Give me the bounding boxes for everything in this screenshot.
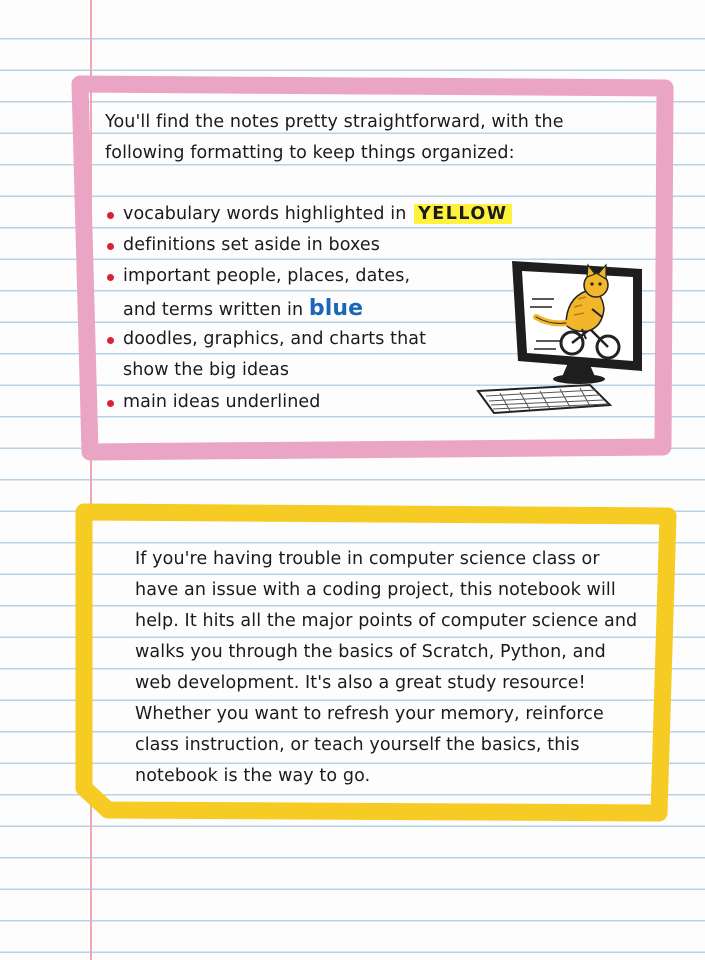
bullet-dot (107, 274, 114, 281)
description-line-1: If you're having trouble in computer science class or (135, 549, 600, 569)
bullet-vocabulary-text: vocabulary words highlighted in (123, 204, 407, 224)
description-line-3: help. It hits all the major points of computer science and (135, 611, 638, 631)
computer-cat-illustration (470, 255, 650, 425)
description-line-7: class instruction, or teach yourself the basics, this (135, 735, 580, 755)
bullet-vocabulary (123, 204, 512, 224)
intro-line-1: You'll find the notes pretty straightforward, with the (105, 112, 564, 132)
description-line-4: walks you through the basics of Scratch, Python, and (135, 642, 606, 662)
bullet-definitions: definitions set aside in boxes (123, 235, 380, 255)
bullet-dot (107, 337, 114, 344)
bullet-doodles-line-2: show the big ideas (123, 360, 290, 380)
bullet-dot (107, 400, 114, 407)
bullet-dot (107, 243, 114, 250)
bullet-important-text: and terms written in (123, 300, 304, 320)
description-line-8: notebook is the way to go. (135, 766, 371, 786)
description-line-2: have an issue with a coding project, this notebook will (135, 580, 616, 600)
blue-term-word: blue (308, 296, 364, 321)
bullet-dot (107, 212, 114, 219)
bullet-doodles-line-1: doodles, graphics, and charts that (123, 329, 427, 349)
bullet-important-line-2 (123, 296, 363, 321)
bullet-main-ideas: main ideas underlined (123, 392, 321, 412)
intro-line-2: following formatting to keep things organized: (105, 143, 515, 163)
description-line-6: Whether you want to refresh your memory, reinforce (135, 704, 604, 724)
bullet-important-line-1: important people, places, dates, (123, 266, 411, 286)
yellow-highlight-word: YELLOW (414, 204, 512, 224)
description-line-5: web development. It's also a great study resource! (135, 673, 586, 693)
